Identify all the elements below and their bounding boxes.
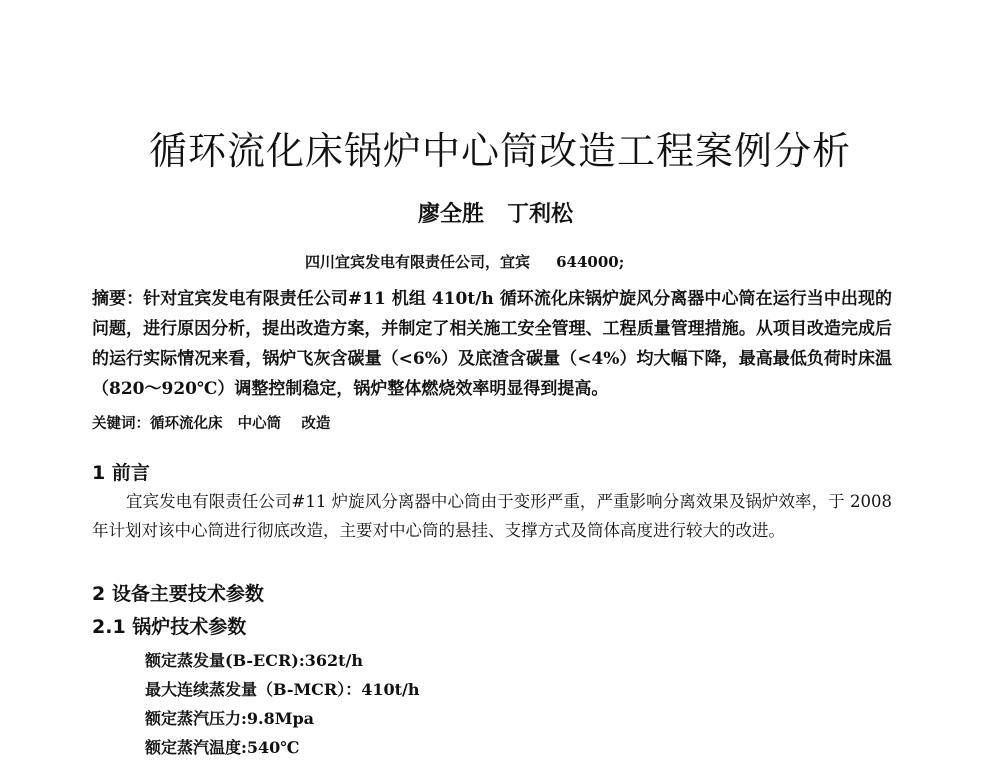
affiliation: 四川宜宾发电有限责任公司，宜宾 644000; [305, 253, 625, 271]
param-steam-pressure: 额定蒸汽压力:9.8Mpa [145, 709, 315, 728]
subsection-heading-boiler: 2.1 锅炉技术参数 [92, 616, 247, 638]
keywords [92, 412, 330, 433]
keywords-label: 关键词： [92, 415, 150, 432]
abstract [92, 284, 892, 404]
param-rated-evaporation: 额定蒸发量(B-ECR):362t/h [145, 651, 364, 670]
abstract-text: 针对宜宾发电有限责任公司#11 机组 410t/h 循环流化床锅炉旋风分离器中心筒在运行当中出现的问题，进行原因分析，提出改造方案，并制定了相关施工安全管理、工程质量管理措施。从项目改造完成后的运行实际情况来看，锅炉飞灰含碳量（<6%）及底渣含碳量（<4%）均大幅下降，最高最低负荷时床温（820～920℃）调整控制稳定，锅炉整体燃烧效率明显得到提高。 [92, 289, 893, 399]
authors: 廖全胜 丁利松 [418, 201, 573, 227]
paper-title: 循环流化床锅炉中心筒改造工程案例分析 [148, 129, 851, 173]
section-heading-introduction: 1 前言 [92, 462, 150, 484]
keywords-text: 循环流化床 中心筒 改造 [150, 415, 331, 432]
param-max-evaporation: 最大连续蒸发量（B-MCR）：410t/h [145, 680, 420, 699]
introduction-paragraph: 宜宾发电有限责任公司#11 炉旋风分离器中心筒由于变形严重，严重影响分离效果及锅炉效率，于 2008 年计划对该中心筒进行彻底改造，主要对中心筒的悬挂、支撑方式及筒体高度进行较大的改进。 [92, 492, 892, 540]
abstract-label: 摘要： [92, 289, 144, 309]
section-heading-equipment: 2 设备主要技术参数 [92, 583, 264, 605]
param-steam-temperature: 额定蒸汽温度:540℃ [145, 738, 300, 757]
